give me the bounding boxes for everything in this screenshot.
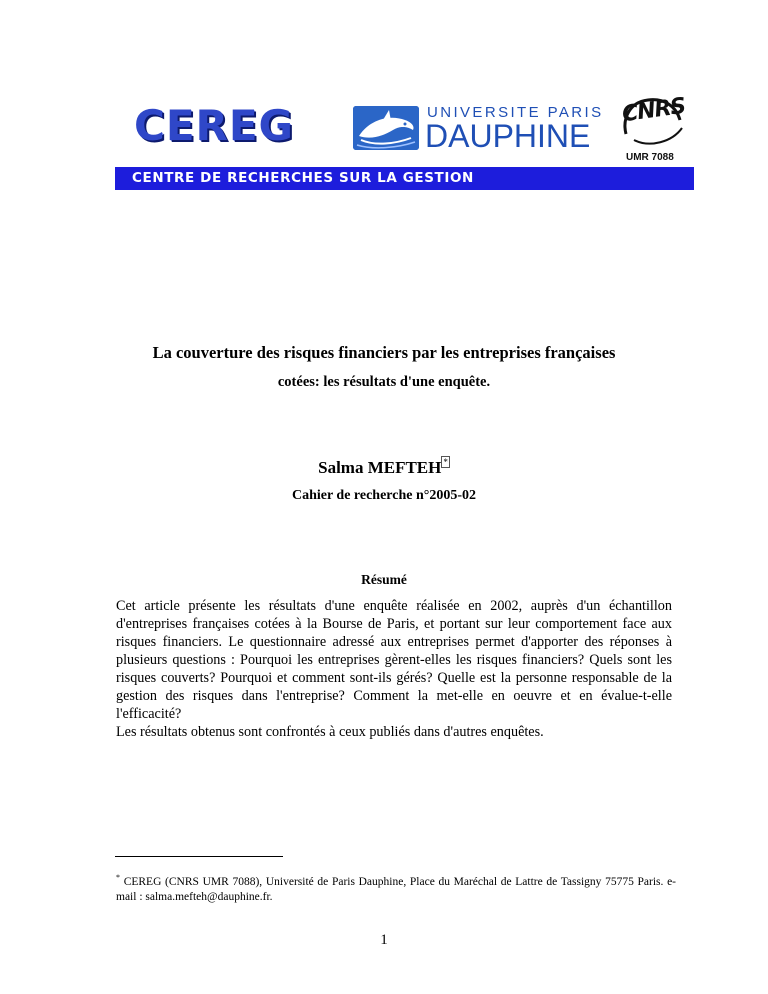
dauphine-logo xyxy=(353,102,603,154)
cereg-logo: CEREG xyxy=(134,101,295,150)
author-name: Salma MEFTEH xyxy=(318,458,442,477)
cnrs-umr-label: UMR 7088 xyxy=(626,152,674,163)
page-number: 1 xyxy=(380,932,388,948)
university-name: DAUPHINE xyxy=(425,118,591,154)
paper-title-line-1: La couverture des risques financiers par les entreprises françaises xyxy=(152,343,616,362)
author-footnote-ref[interactable]: * xyxy=(443,457,448,467)
banner-text: CENTRE DE RECHERCHES SUR LA GESTION xyxy=(132,170,474,186)
abstract-body xyxy=(116,597,672,741)
cnrs-logo-text: CNRS xyxy=(620,93,687,128)
paper-title-line-2: cotées: les résultats d'une enquête. xyxy=(277,374,491,390)
working-paper-number: Cahier de recherche n°2005-02 xyxy=(291,488,477,503)
footnote-text: CEREG (CNRS UMR 7088), Université de Paris Dauphine, Place du Maréchal de Lattre de Tassigny 75775 Paris. e-mail : salma.mefteh@dauphine.fr. xyxy=(116,876,677,903)
footnote-divider xyxy=(115,856,283,857)
university-top-label: UNIVERSITE PARIS xyxy=(427,104,604,121)
abstract-paragraph: Cet article présente les résultats d'une enquête réalisée en 2002, auprès d'un échantillon d'entreprises françaises cotées à la Bourse de Paris, et portant sur leur comportement face aux risques financiers. Le questionnaire adressé aux entreprises permet d'apporter des réponses à plusieurs questions : Pourquoi les entreprises gèrent-elles les risques financiers? Quels sont les risques couverts? Pourquoi et comment sont-ils gérés? Quelle est la personne responsable de la gestion des risques dans l'entreprise? Comment la met-elle en oeuvre et en évalue-t-elle l'efficacité? xyxy=(116,598,672,722)
abstract-conclusion: Les résultats obtenus sont confrontés à ceux publiés dans d'autres enquêtes. xyxy=(116,724,544,740)
author-line xyxy=(0,456,768,478)
footnote-marker: * xyxy=(116,873,120,882)
cnrs-logo xyxy=(620,94,690,164)
header-banner xyxy=(115,167,694,190)
footnote xyxy=(116,870,676,905)
dolphin-icon xyxy=(353,106,419,150)
abstract-heading: Résumé xyxy=(361,572,407,587)
